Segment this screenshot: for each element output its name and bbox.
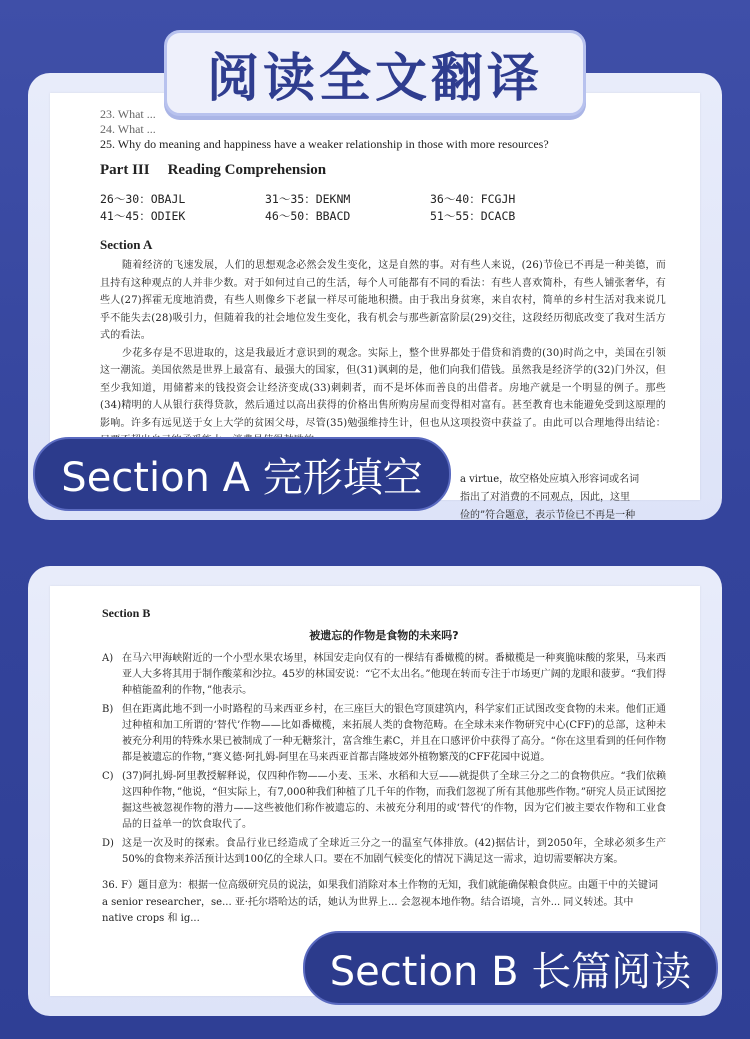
- paragraph-label: B): [102, 704, 114, 715]
- explanation-line: 俭的”符合题意，表示节俭已不再是一种: [460, 510, 636, 521]
- answer-key: 51～55：DCACB: [430, 209, 516, 223]
- paragraph-label: D): [102, 838, 114, 849]
- translation-paragraph: 少花多存是不思进取的，这是我最近才意识到的观念。实际上，整个世界都处于借贷和消费的(30)时尚之中，美国在引领这一潮流。美国依然是世界上最富有、最强大的国家，但(31)讽刺的是，他们向我们借钱。虽然我是经济学的(32)门外汉，但至少我知道，用储蓄来的钱投资会让经济变成(33)刺刺者，而不是坏体而善良的出借者。房地产就是一个明显的例子。那些(34)精明的人从银行获得贷款，然后通过以高出获得的价格出售所购房屋而变得相对富有。甚至教育也未能避免受到这原理的影响。许多有远见送于女上大学的贫困父母，尽管(35)勉强维持生计，但也从这项投资中获益了。由此可以合理地得出结论：: [100, 347, 666, 429]
- paragraph-item: [102, 836, 666, 868]
- paragraph-item: [102, 769, 666, 833]
- paragraph-label: A): [102, 653, 114, 664]
- explanation-line: 指出了对消费的不同观点，因此，这里: [460, 492, 630, 503]
- title-banner: [164, 30, 586, 116]
- question-line: 23. What ...: [100, 107, 156, 121]
- section-a-label: Section A 完形填空: [33, 437, 451, 511]
- paragraph-text: (37)阿扎姆-阿里教授解释说，仅四种作物——小麦、玉米、水稻和大豆——就提供了全球三分之二的食物供应。“我们依赖这四种作物，”他说，“但实际上，有7,000种我们种植了几千年的作物，而我们忽视了所有其他那些作物。”研究人员正试图挖掘这些被忽视作物的潜力——这些被他们称作被遗忘的、未被充分利用的或‘替代’的作物，因为它们被主要农作物和工业食品的日益单一的饮食取代了。: [122, 771, 666, 830]
- paragraph-text: 这是一次及时的探索。食品行业已经造成了全球近三分之一的温室气体排放。(42)据估计，到2050年，全球必须多生产50%的食物来养活预计达到100亿的全球人口。要在不加剧气候变化的情况下满足这一需求，迫切需要解决方案。: [122, 838, 666, 865]
- answer-key: 46～50：BBACD: [265, 209, 351, 223]
- answer-key-grid: [100, 191, 666, 225]
- answer-explanation: 36. F）题目意为：根据一位高级研究员的说法，如果我们消除对本土作物的无知，我们就能确保粮食供应。由题干中的关键词 a senior researcher，se... 亚·托尔塔哈达的话，她认为世界上... 会忽视本地作物。结合语境，言外... 同义转述。其中 native crops 和 ig...: [102, 880, 659, 924]
- part-number: Part III: [100, 162, 150, 178]
- paragraph-text: 但在距离此地不到一小时路程的马来西亚乡村，在三座巨大的银色穹顶建筑内，科学家们正试图改变食物的未来。他们正通过种植和加工所谓的‘替代’作物——比如番橄榄，来拓展人类的食物范畴。在全球未来作物研究中心(CFF)的总部，这种未被充分利用的特殊水果已被制成了一种无糖浆汁，富含维生素C，并且在口感评价中获得了高分。“你在这里看到的任何作物都是被遗忘的作物，”赛义德·阿扎姆-阿里在马来西亚首都吉隆坡郊外植物繁茂的CFF花园中说道。: [122, 704, 666, 763]
- section-b-label: Section B 长篇阅读: [303, 931, 718, 1005]
- part-name: Reading Comprehension: [167, 162, 327, 178]
- section-heading: Section B: [102, 606, 151, 620]
- paragraph-label: C): [102, 771, 114, 782]
- section-heading: Section A: [100, 237, 153, 252]
- question-line: 24. What ...: [100, 122, 156, 136]
- passage-title: 被遗忘的作物是食物的未来吗?: [309, 629, 459, 642]
- answer-key: 31～35：DEKNM: [265, 192, 351, 206]
- answer-key: 26～30：OBAJL: [100, 192, 186, 206]
- answer-key: 41～45：ODIEK: [100, 209, 186, 223]
- banner-title: 阅读全文翻译: [206, 48, 543, 109]
- part-heading: [100, 162, 666, 179]
- paragraph-item: [102, 651, 666, 699]
- paragraph-item: [102, 702, 666, 766]
- explanation-line: a virtue，故空格处应填入形容词或名词: [460, 474, 640, 485]
- answer-key: 36～40：FCGJH: [430, 192, 516, 206]
- question-line: 25. Why do meaning and happiness have a weaker relationship in those with more resources?: [100, 137, 549, 151]
- paragraph-text: 在马六甲海峡附近的一个小型水果农场里，林国安走向仅有的一棵结有番橄榄的树。番橄榄是一种爽脆味酸的浆果，马来西亚人大多将其用于制作酸菜和沙拉。45岁的林国安说：“它不太出名。”他现在转而专注于市场更广阔的龙眼和菠萝。“我们得种植能盈利的作物，”他表示。: [122, 653, 666, 696]
- translation-paragraph: 随着经济的飞速发展，人们的思想观念必然会发生变化，这是自然的事。对有些人来说，(26)节俭已不再是一种美德，而且持有这种观点的人并非少数。对于如何过自己的生活，每个人可能都有不同的看法：有些人喜欢简朴，有些人铺张奢华，有些人(27)挥霍无度地消费，有些人则像乡下老鼠一样尽可能地积攒。由于我出身贫寒，来自农村，简单的乡村生活对我来说几乎不能失去(28)吸引力，但随着我的社会地位发生变化，我有机会与那些新富阶层(29)交往，这段经历彻底改变了我对生活方式的看法。: [100, 260, 666, 341]
